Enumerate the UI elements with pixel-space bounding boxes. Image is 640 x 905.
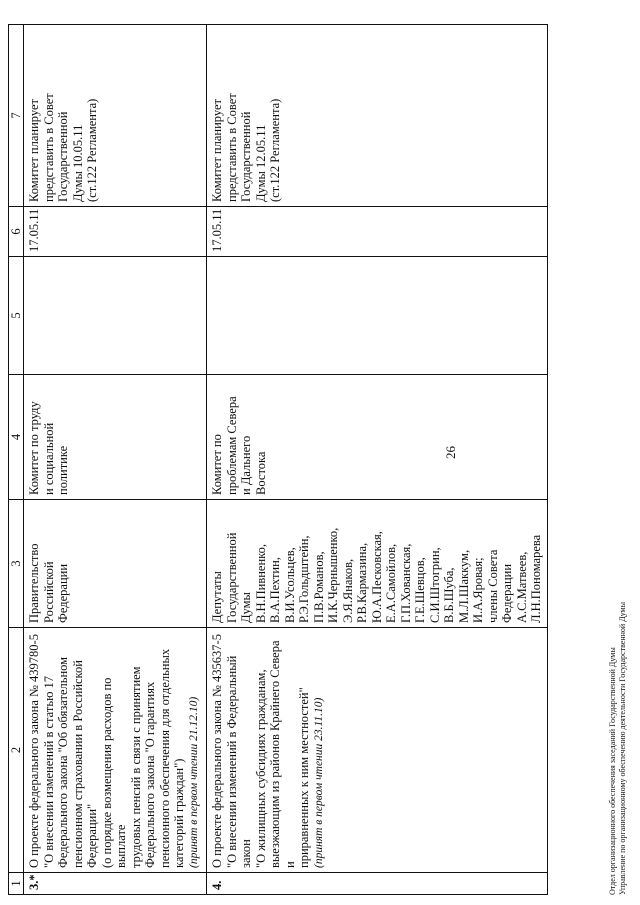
bill-description <box>24 628 207 873</box>
initiator-line: Р.Э.Гольдштейн, <box>297 535 311 623</box>
row-number: 4. <box>207 873 548 895</box>
column-number-row <box>9 25 24 895</box>
committee <box>24 375 207 500</box>
initiator-line: В.А.Пехтин, <box>268 557 282 623</box>
bill-status: (принят в первом чтении 23.11.10) <box>312 697 325 868</box>
bill-description <box>207 628 548 873</box>
committee-line: Комитет по труду <box>27 401 41 495</box>
initiator-line: Ю.А.Песковская, <box>369 531 384 623</box>
initiator-line: Правительство <box>27 543 41 623</box>
bill-line: категорий граждан") <box>172 758 186 868</box>
bill-line: "О внесении изменений в Федеральный закон <box>224 655 253 868</box>
bill-line: Федерального закона "О гарантиях <box>143 681 157 868</box>
column-number: 7 <box>9 25 24 207</box>
bill-line: Федерального закона "Об обязательном <box>56 656 70 868</box>
bill-line: О проекте федерального закона № 435637-5 <box>210 634 224 868</box>
note-line: (ст.122 Регламента) <box>268 98 282 202</box>
initiator-line: Думы <box>239 592 253 623</box>
initiator <box>207 500 548 628</box>
note-line: Государственной <box>56 111 70 202</box>
initiator-line: П.В.Романов, <box>311 551 326 623</box>
bill-line: трудовых пенсий в связи с принятием <box>128 666 143 868</box>
initiator-line: Депутаты <box>210 571 224 623</box>
committee-line: Востока <box>253 451 268 495</box>
initiator-line: И.К.Чернышенко, <box>326 527 340 623</box>
note-line: Государственной <box>239 111 253 202</box>
committee-line: политике <box>56 445 70 495</box>
initiator-line: Л.Н.Пономарева <box>529 534 543 623</box>
committee-line: Комитет по <box>210 434 224 495</box>
initiator <box>24 500 207 628</box>
initiator-line: С.И.Штогрин, <box>427 547 442 623</box>
table-row <box>207 25 548 895</box>
date-cell: 17.05.11 <box>207 207 548 257</box>
note-line: (ст.122 Регламента) <box>85 98 99 202</box>
bill-status: (принят в первом чтении 21.12.10) <box>187 696 200 868</box>
initiator-line: Федерации <box>56 563 70 623</box>
column-5-cell <box>207 257 548 375</box>
note-line: представить в Совет <box>224 93 239 202</box>
committee-line: и Дальнего <box>239 435 253 495</box>
initiator-line: Российской <box>41 561 56 623</box>
bill-line: "О внесении изменений в статью 17 <box>41 675 56 868</box>
committee <box>207 375 548 500</box>
note-line: Комитет планирует <box>27 99 41 202</box>
column-number: 1 <box>9 873 24 895</box>
initiator-line: Г.Е.Шевцов, <box>413 557 427 623</box>
bill-line: пенсионного обеспечения для отдельных <box>157 648 172 868</box>
bill-line: О проекте федерального закона № 439780-5 <box>27 634 41 868</box>
note-line: Думы 10.05.11 <box>70 124 85 202</box>
footer-department: Отдел организационного обеспечения заседаний Государственной Думы <box>608 647 617 895</box>
committee-line: и социальной <box>41 422 56 495</box>
initiator-line: И.А.Яровая; <box>471 557 485 623</box>
initiator-line: Г.П.Хованская, <box>398 543 413 623</box>
initiator-line: Государственной <box>224 532 239 623</box>
initiator-line: В.Б.Шуба, <box>442 567 456 623</box>
bill-line: (о порядке возмещения расходов по выплате <box>99 677 128 868</box>
column-5-cell <box>24 257 207 375</box>
row-number: 3.* <box>24 873 207 895</box>
bill-line: Федерации" <box>85 803 99 868</box>
bill-line: пенсионном страховании в Российской <box>70 660 85 868</box>
initiator-line: А.С.Матвеев, <box>514 551 529 623</box>
column-number: 2 <box>9 628 24 873</box>
column-number: 3 <box>9 500 24 628</box>
note-line: Думы 12.05.11 <box>253 124 268 202</box>
initiator-line: члены Совета <box>485 549 500 623</box>
column-number: 5 <box>9 257 24 375</box>
agenda-table <box>8 24 548 895</box>
table-row <box>24 25 207 895</box>
initiator-line: В.И.Усольцев, <box>282 547 297 623</box>
column-number: 6 <box>9 207 24 257</box>
page-number: 26 <box>443 446 458 459</box>
initiator-line: Е.А.Самойлов, <box>384 543 398 623</box>
note-line: представить в Совет <box>41 93 56 202</box>
bill-line: выезжающим из районов Крайнего Севера и <box>268 640 297 868</box>
initiator-line: Э.Я.Янаков, <box>340 558 355 623</box>
note-cell <box>24 25 207 207</box>
date-cell: 17.05.11 <box>24 207 207 257</box>
note-line: Комитет планирует <box>210 99 224 202</box>
note-cell <box>207 25 548 207</box>
committee-line: проблемам Севера <box>224 396 239 495</box>
bill-line: "О жилищных субсидиях гражданам, <box>253 669 268 868</box>
footer-directorate: Управление по организационному обеспечению деятельности Государственной Думы <box>618 602 627 895</box>
initiator-line: Р.В.Кармазина, <box>355 542 369 623</box>
initiator-line: Федерации <box>500 563 514 623</box>
initiator-line: М.Л.Шаккум, <box>456 549 471 623</box>
bill-line: приравненных к ним местностей" <box>297 687 311 868</box>
initiator-line: В.Н.Пивненко, <box>253 544 268 623</box>
column-number: 4 <box>9 375 24 500</box>
